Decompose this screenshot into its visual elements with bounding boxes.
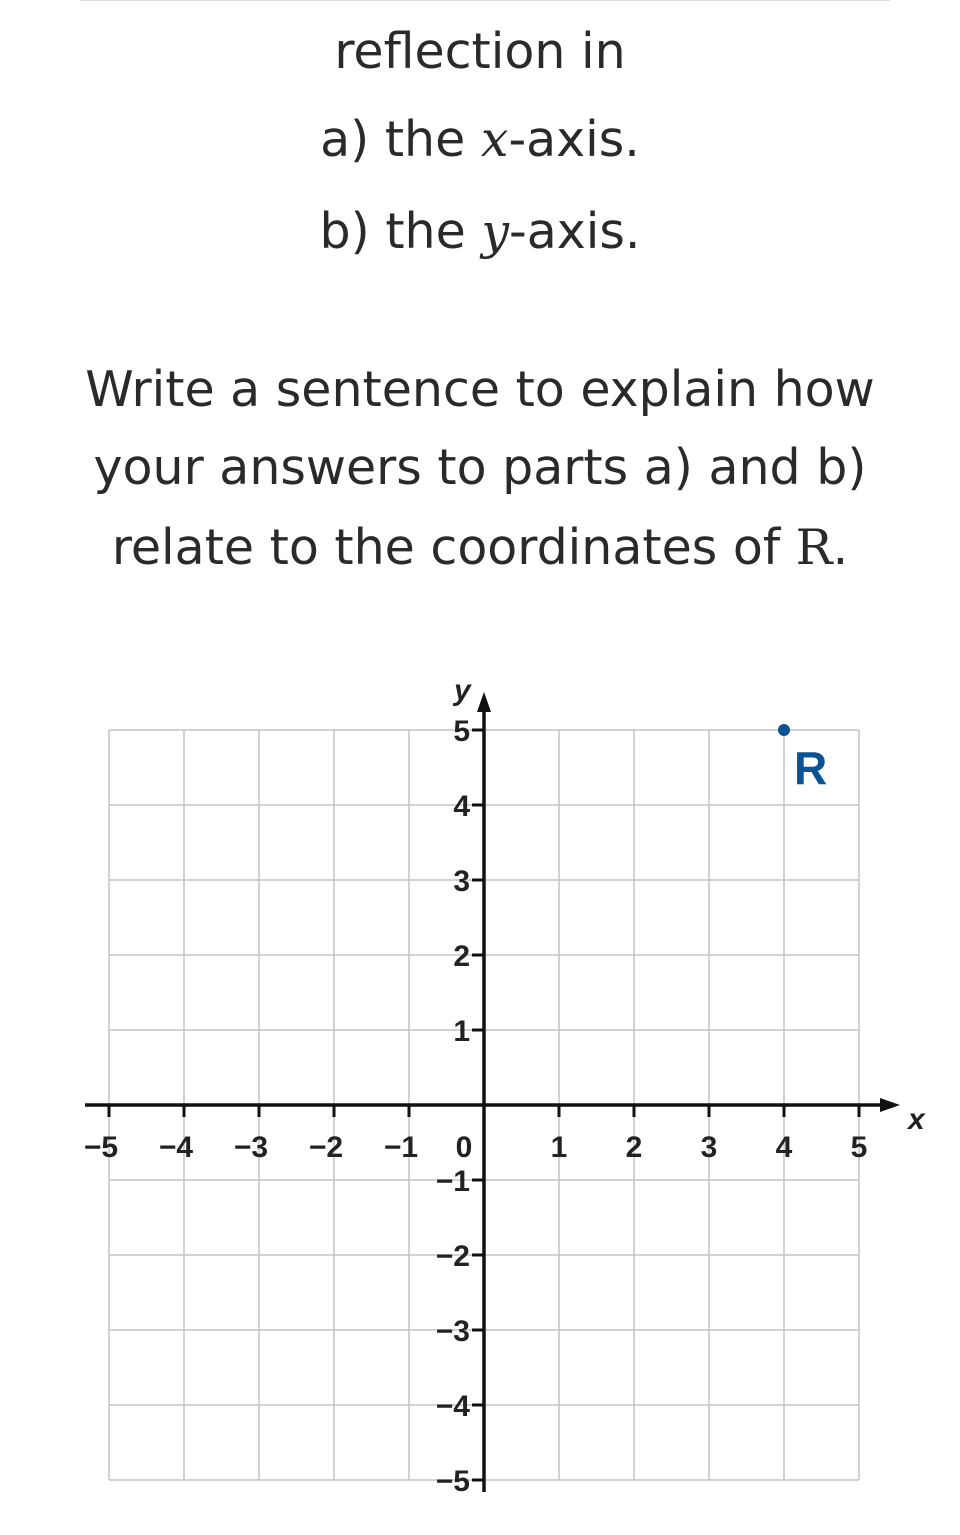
x-tick-label: −4: [158, 1131, 194, 1164]
part-a-suffix: -axis.: [508, 111, 640, 168]
x-tick-label: 0: [455, 1131, 473, 1164]
point-r-marker: [778, 724, 790, 736]
instruction-line-1: Write a sentence to explain how: [85, 361, 875, 418]
y-tick-label: 5: [453, 715, 470, 748]
x-axis-arrow-icon: [880, 1098, 900, 1112]
y-axis-label: y: [454, 674, 471, 707]
instruction-line-2: your answers to parts a) and b): [93, 439, 867, 496]
y-tick-label: 3: [453, 865, 470, 898]
x-tick-label: −2: [308, 1131, 344, 1164]
x-axis-label: x: [908, 1103, 925, 1136]
x-tick-label: 3: [700, 1131, 718, 1164]
x-tick-label: 4: [775, 1131, 793, 1164]
x-tick-label: −5: [83, 1131, 119, 1164]
x-tick-label: 1: [550, 1131, 568, 1164]
y-tick-label: −1: [435, 1165, 470, 1198]
point-r-label: R: [794, 742, 828, 794]
part-a-prefix: a) the: [320, 111, 481, 168]
instruction-line-3-text: relate to the coordinates of: [111, 519, 796, 576]
part-b-prefix: b) the: [319, 203, 482, 260]
y-tick-label: −3: [435, 1315, 470, 1348]
instruction-period: .: [832, 519, 849, 576]
part-a-variable: x: [480, 111, 509, 168]
y-axis-arrow-icon: [477, 692, 491, 712]
question-line-1: reflection in: [334, 23, 626, 80]
y-tick-label: 2: [453, 940, 470, 973]
x-tick-label: 5: [850, 1131, 868, 1164]
x-tick-label: 2: [625, 1131, 643, 1164]
y-tick-label: −4: [435, 1390, 470, 1423]
y-tick-label: 1: [453, 1015, 470, 1048]
x-tick-label: −1: [383, 1131, 419, 1164]
y-tick-label: −5: [435, 1465, 470, 1498]
instruction-point-name: R: [795, 519, 833, 576]
x-tick-label: −3: [233, 1131, 269, 1164]
part-b-variable: y: [481, 203, 510, 260]
y-tick-label: −2: [435, 1240, 470, 1273]
part-b-suffix: -axis.: [509, 203, 641, 260]
y-tick-label: 4: [453, 790, 470, 823]
